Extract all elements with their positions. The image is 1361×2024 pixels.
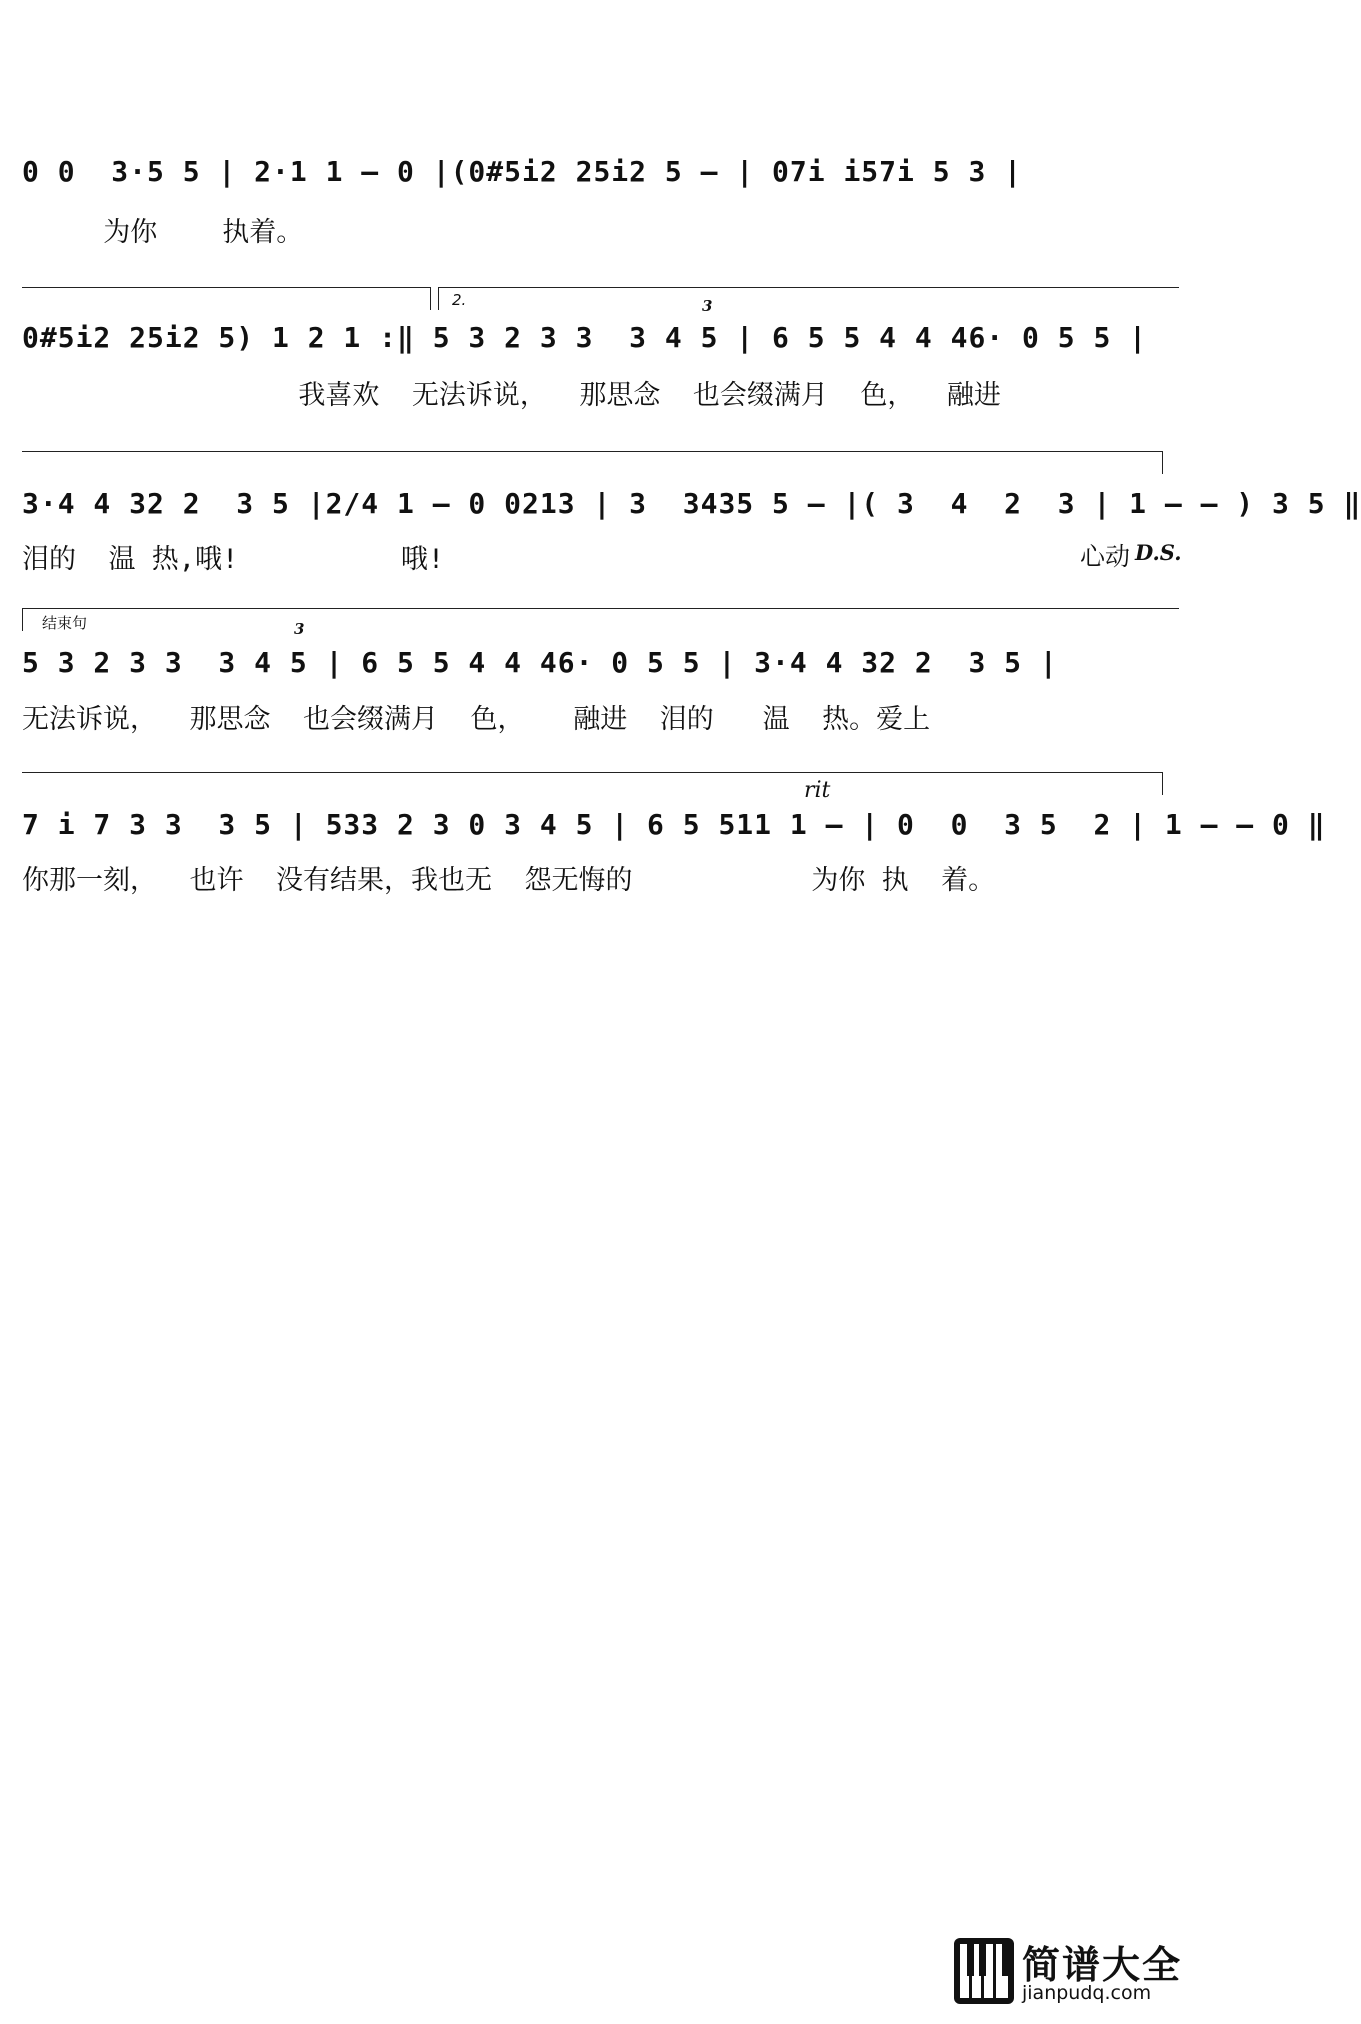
second-ending-label: 2. [452, 291, 467, 309]
jianpu-logo [952, 1932, 1182, 2012]
logo-url: jianpudq.com [1022, 1982, 1152, 2004]
ritardando-mark: rit [804, 778, 831, 803]
triplet-number: 3 [702, 297, 713, 315]
phrase-bracket [22, 772, 1163, 795]
notation-line: 7 i 7 3 3 3 5 | 533 2 3 0 3 4 5 | 6 5 511 1 – | 0 0 3 5 2 | 1 – – 0 ‖ [22, 808, 1326, 841]
ending-phrase-bracket [22, 608, 1179, 631]
ending-lyric: 心动 [1080, 542, 1131, 571]
notation-line: 0 0 3·5 5 | 2·1 1 – 0 |(0#5i2 25i2 5 – | 07i i57i 5 3 | [22, 155, 1023, 188]
second-ending-bracket [438, 287, 1179, 310]
lyric-line: 我喜欢 无法诉说， 那思念 也会缀满月 色， 融进 [22, 380, 1001, 411]
lyric-line: 为你 执着。 [22, 217, 304, 248]
triplet-number: 3 [294, 620, 305, 638]
notation-line: 3·4 4 32 2 3 5 |2/4 1 – 0 0213 | 3 3435 5 – |( 3 4 2 3 | 1 – – ) 3 5 ‖ [22, 487, 1361, 520]
repeat-bracket [22, 451, 1163, 474]
notation-line: 5 3 2 3 3 3 4 5 | 6 5 5 4 4 46· 0 5 5 | 3·4 4 32 2 3 5 | [22, 646, 1058, 679]
logo-title: 简谱大全 [1022, 1943, 1183, 1987]
notation-line: 0#5i2 25i2 5) 1 2 1 :‖ 5 3 2 3 3 3 4 5 | 6 5 5 4 4 46· 0 5 5 | [22, 321, 1148, 354]
dal-segno-mark: D.S. [1135, 540, 1182, 565]
lyric-line: 你那一刻， 也许 没有结果，我也无 怨无悔的 为你 执 着。 [22, 865, 996, 896]
lyric-line: 无法诉说， 那思念 也会缀满月 色， 融进 泪的 温 热。爱上 [22, 704, 931, 735]
piano-icon [952, 1936, 1016, 2006]
first-ending-bracket [22, 287, 431, 310]
ending-phrase-label: 结束句 [42, 614, 88, 632]
lyric-line: 泪的 温 热,哦! 哦! [22, 544, 445, 575]
